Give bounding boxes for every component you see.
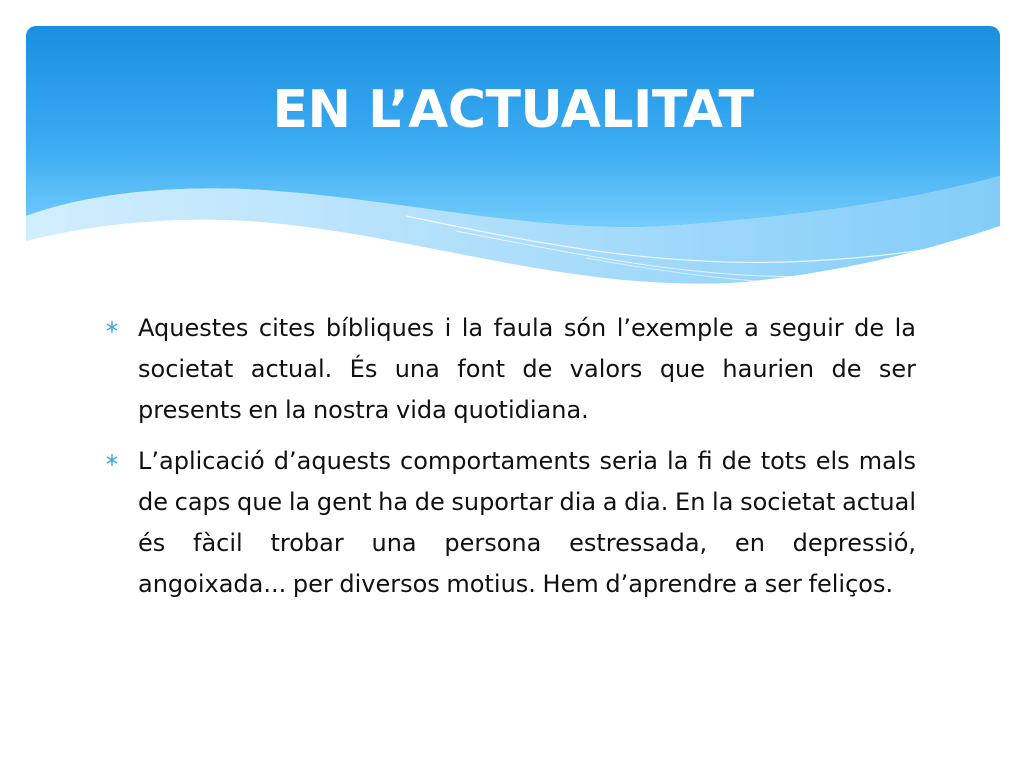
asterisk-icon bbox=[104, 452, 120, 468]
wave-graphic bbox=[26, 26, 1000, 296]
bullet-list bbox=[104, 308, 916, 615]
bullet-text: L’aplicació d’aquests comportaments seria la fi de tots els mals de caps que la gent ha de suportar dia a dia. En la societat actual és fàcil trobar una persona estressada, en depressió, angoixada... per diversos motius. Hem d’aprendre a ser feliços. bbox=[138, 447, 916, 598]
slide-title: EN L’ACTUALITAT bbox=[272, 80, 754, 140]
bullet-text: Aquestes cites bíbliques i la faula són l’exemple a seguir de la societat actual. És una font de valors que haurien de ser presents en la nostra vida quotidiana. bbox=[138, 314, 916, 424]
bullet-item bbox=[104, 441, 916, 605]
asterisk-icon bbox=[104, 319, 120, 335]
bullet-item bbox=[104, 308, 916, 431]
header-wave-banner bbox=[26, 26, 1000, 296]
